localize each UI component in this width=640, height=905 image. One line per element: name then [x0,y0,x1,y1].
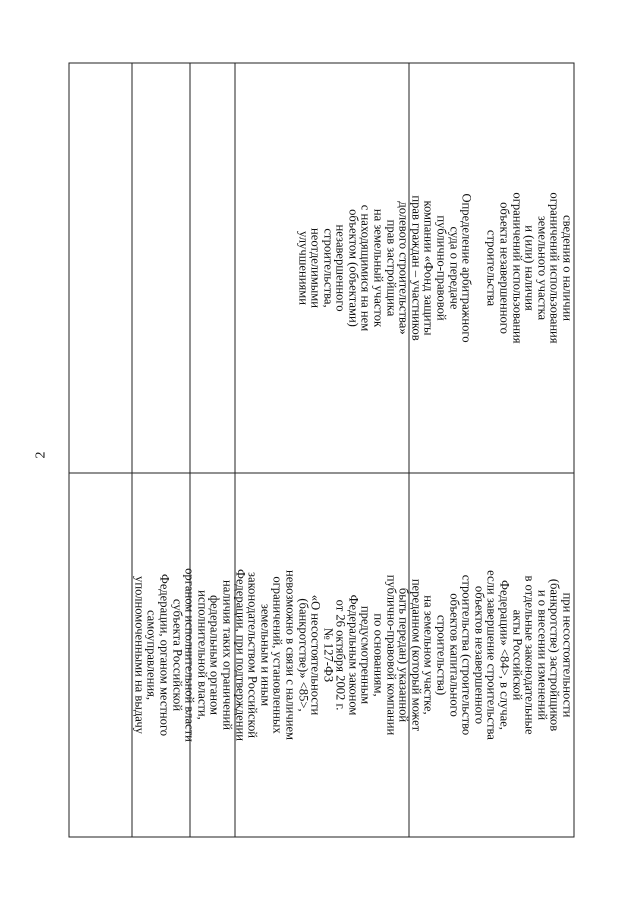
table-row-empty [69,63,131,836]
table-cell-empty [190,473,234,836]
table-cell-empty [132,63,190,473]
table-cell-document [131,473,574,836]
table-cell-empty [132,473,190,836]
table-row-empty [189,63,234,836]
table-cell-empty [235,473,408,836]
table-cell-legal-basis [295,63,574,473]
table-cell-empty [235,63,408,473]
table-cell-empty [69,63,131,473]
table-row-empty [131,63,190,836]
table-row-main [131,63,574,836]
legal-basis-text: сведения о наличии ограничений использования земельного участка и (или) наличия ограничений использования объекта незавершенного строительства Определение арбитражного суда о передаче публично-правовой компании «Фонд защиты прав граждан – участников долевого строительства» прав застройщика на земельный участок с находящимися на нем объектом (объектами) незавершенного строительства, неотделимыми улучшениями [295,191,574,344]
table-cell-empty [190,63,234,473]
table-cell-empty [69,473,131,836]
table-row-empty [234,63,408,836]
document-text: при несостоятельности (банкротстве) застройщиков и о внесении изменений в отдельные законодательные акты Российской Федерации» <84>, в случае, если завершение строительства объектов незавершенного строительства (строительство объектов капитального строительства) на земельном участке, переданном (который может быть передан) указанной публично-правовой компании по основаниям, предусмотренным Федеральным законом от 26 октября 2002 г. № 127-ФЗ «О несостоятельности (банкротстве)» <85>, невозможно в связи с наличием ограничений, установленных земельным и иным законодательством Российской Федерации, при подтверждении наличия таких ограничений федеральным органом исполнительной власти, органом исполнительной власти субъекта Российской Федерации, органом местного самоуправления, уполномоченными на выдачу [131,567,574,742]
table-frame [68,62,574,837]
document-table [68,62,574,837]
page-number: 2 [33,451,49,459]
